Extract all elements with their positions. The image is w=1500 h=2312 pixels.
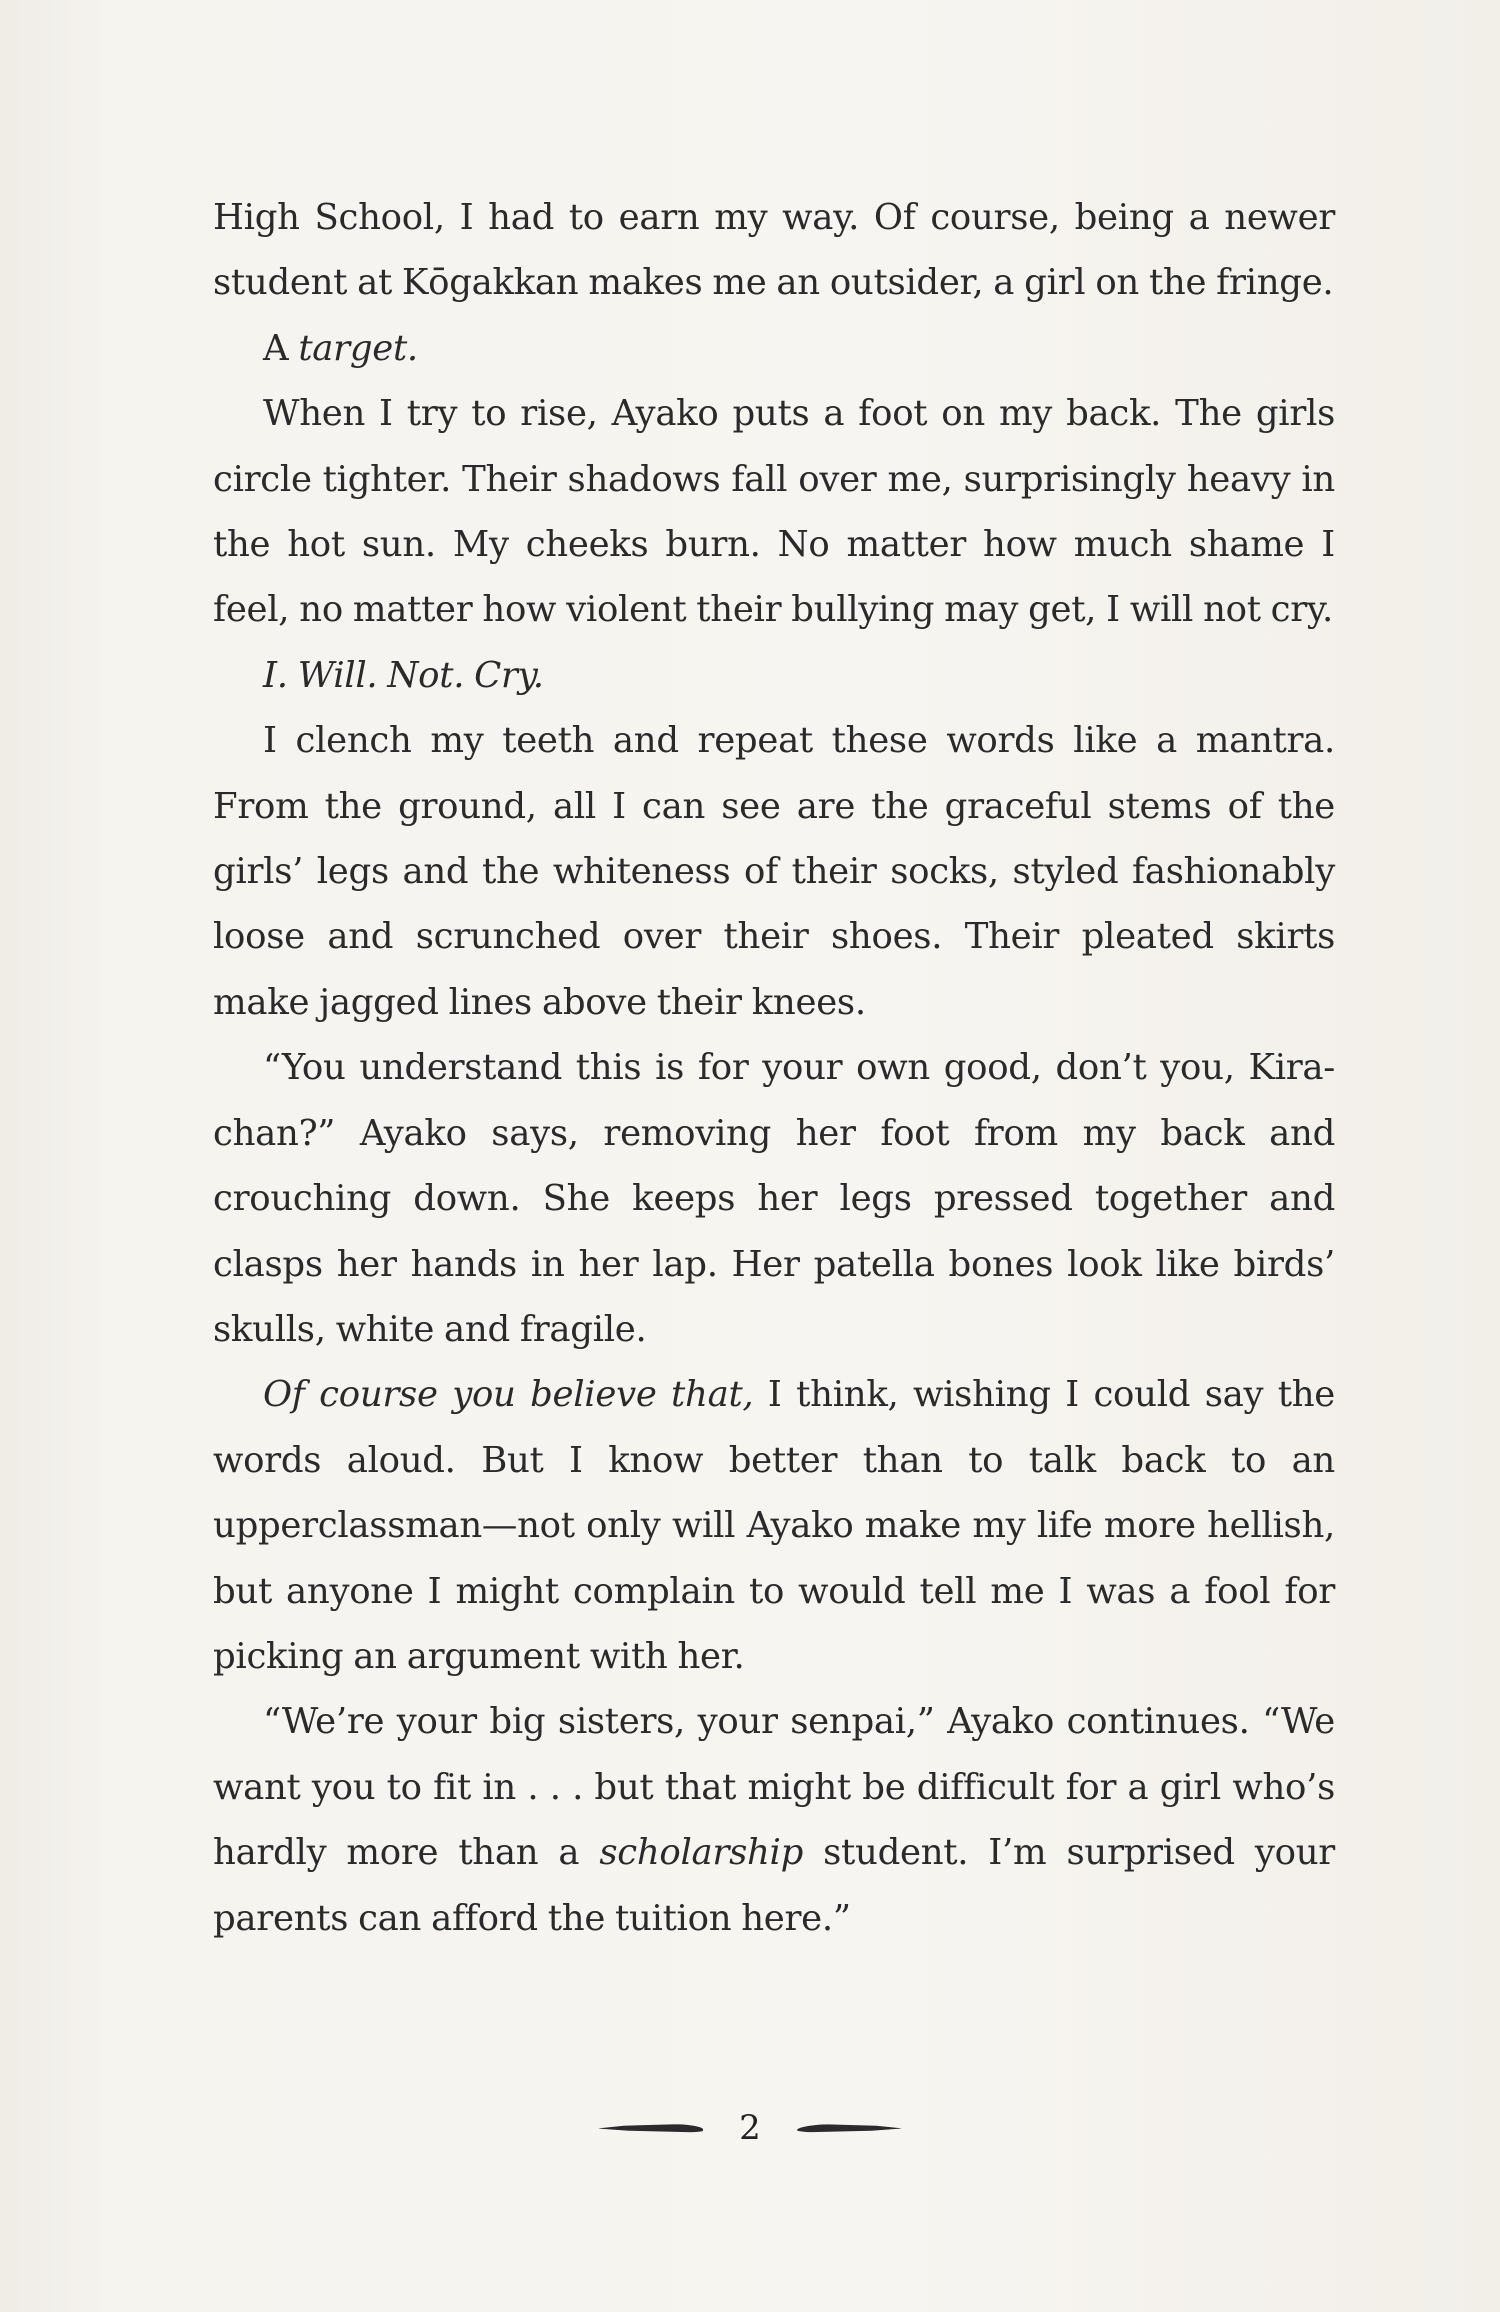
text-run: “We’re your big sisters, your senpai,” Ayako continues. “We want you to fit in . . . but that might be difficult for a girl who’s hardly more than a [213, 1701, 1335, 1874]
text-run: I think, wishing I could say the words aloud. But I know better than to talk back to an upperclassman—not only will Ayako make my life more hellish, but anyone I might complain to would tell me I was a fool for picking an argument with her. [213, 1374, 1335, 1677]
text-run: A [263, 327, 299, 369]
text-run: High School, I had to earn my way. Of course, being a newer student at Kōgakkan makes me an outsider, a girl on the fringe. [213, 197, 1335, 304]
paragraph [213, 708, 1335, 1035]
paragraph [213, 1362, 1335, 1689]
ornament-right-icon [797, 2124, 903, 2133]
paragraph [213, 1035, 1335, 1362]
paragraph [213, 185, 1335, 316]
page-number: 2 [739, 2108, 761, 2148]
paragraph [213, 643, 1335, 708]
text-run: “You understand this is for your own good, don’t you, Kira-chan?” Ayako says, removing her foot from my back and crouching down. She keeps her legs pressed together and clasps her hands in her lap. Her patella bones look like birds’ skulls, white and fragile. [213, 1047, 1335, 1350]
italic-run: target. [298, 327, 418, 369]
paragraph [213, 316, 1335, 381]
italic-run: Of course you believe that, [263, 1374, 754, 1416]
page-footer [0, 2108, 1500, 2148]
italic-run: I. Will. Not. Cry. [263, 654, 544, 696]
text-run: I clench my teeth and repeat these words like a mantra. From the ground, all I can see are the graceful stems of the girls’ legs and the whiteness of their socks, styled fashionably loose and scrunched over their shoes. Their pleated skirts make jagged lines above their knees. [213, 720, 1335, 1023]
paragraph [213, 381, 1335, 643]
paragraph [213, 1689, 1335, 1951]
body-text [213, 185, 1335, 1951]
text-run: When I try to rise, Ayako puts a foot on my back. The girls circle tighter. Their shadows fall over me, surprisingly heavy in the hot sun. My cheeks burn. No matter how much shame I feel, no matter how violent their bullying may get, I will not cry. [213, 393, 1335, 631]
italic-run: scholarship [599, 1832, 804, 1874]
text-run: student. I’m surprised your parents can afford the tuition here.” [213, 1832, 1335, 1939]
ornament-left-icon [597, 2124, 703, 2133]
